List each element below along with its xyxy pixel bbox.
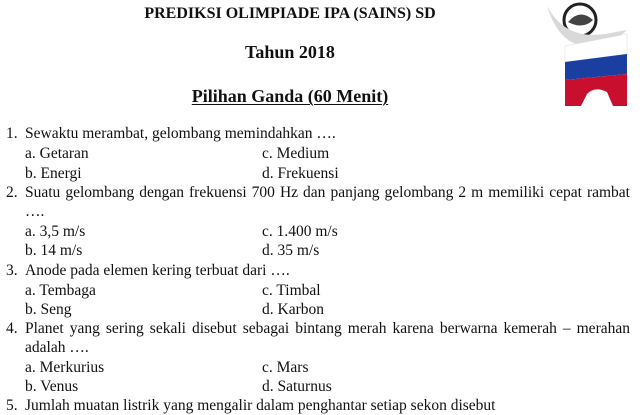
olympiad-logo: [535, 0, 635, 112]
option-a: a. Tembaga: [25, 282, 96, 299]
question-stem: Anode pada elemen kering terbuat dari ….: [25, 262, 290, 279]
option-b: b. Energi: [25, 165, 82, 182]
question-number: 4.: [6, 320, 18, 337]
question-stem: Sewaktu merambat, gelombang memindahkan ….: [25, 125, 336, 142]
option-a: a. 3,5 m/s: [25, 223, 86, 240]
question-stem: Jumlah muatan listrik yang mengalir dalam penghantar setiap sekon disebut: [25, 397, 496, 414]
document-year: Tahun 2018: [245, 42, 335, 62]
option-a: a. Getaran: [25, 145, 89, 162]
question-number: 3.: [6, 262, 18, 279]
option-b: b. 14 m/s: [25, 242, 83, 259]
question-stem: Suatu gelombang dengan frekuensi 700 Hz dan panjang gelombang 2 m memiliki cepat rambat ….: [25, 184, 630, 220]
question-number: 2.: [6, 184, 18, 201]
option-d: d. Karbon: [262, 301, 324, 318]
option-b: b. Venus: [25, 378, 79, 395]
option-d: d. 35 m/s: [262, 242, 320, 259]
section-heading: Pilihan Ganda (60 Menit): [191, 86, 389, 106]
document-title: PREDIKSI OLIMPIADE IPA (SAINS) SD: [144, 5, 436, 22]
option-c: c. Mars: [262, 359, 309, 376]
question-number: 5.: [6, 397, 18, 414]
option-c: c. Medium: [262, 145, 330, 162]
option-b: b. Seng: [25, 301, 72, 318]
option-c: c. Timbal: [262, 282, 321, 299]
option-a: a. Merkurius: [25, 359, 105, 376]
question-number: 1.: [6, 125, 18, 142]
option-c: c. 1.400 m/s: [262, 223, 338, 240]
option-d: d. Frekuensi: [262, 165, 339, 182]
option-d: d. Saturnus: [262, 378, 332, 395]
question-stem: Planet yang sering sekali disebut sebagai bintang merah karena berwarna kemerah – merahan adalah ….: [25, 320, 630, 356]
